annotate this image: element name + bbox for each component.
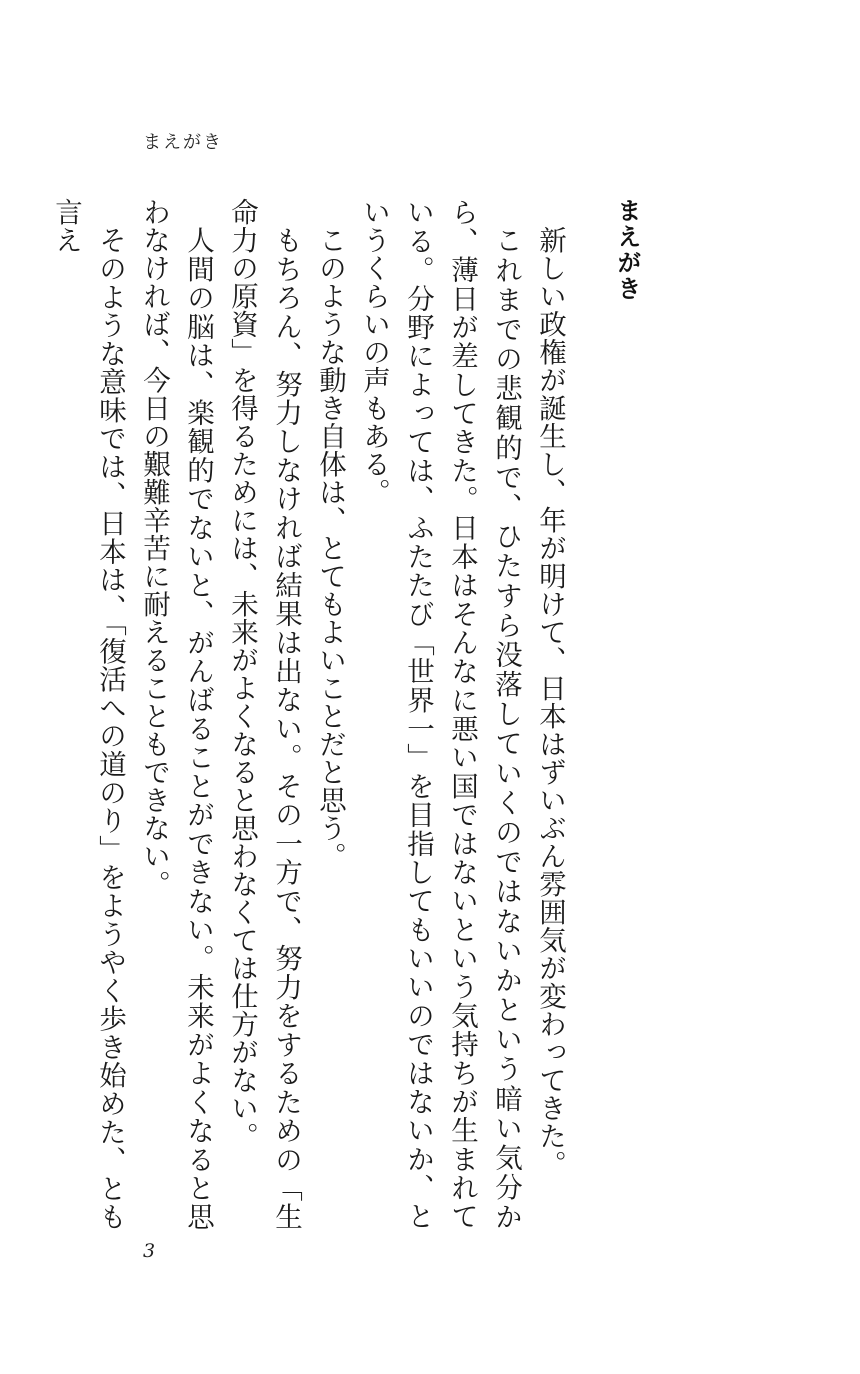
- chapter-title: まえがき: [613, 198, 641, 302]
- paragraph: これまでの悲観的で、ひたすら没落していくのではないかという暗い気分から、薄日が差してきた。日本はそんなに悪い国ではないという気持ちが生まれている。分野によっては、ふたたび「世界一」を目指してもいいのではないか、というくらいの声もある。: [358, 198, 522, 1230]
- body-text: [50, 198, 572, 1230]
- paragraph: 人間の脳は、楽観的でないと、がんばることができない。未来がよくなると思わなければ、今日の艱難辛苦に耐えることもできない。: [138, 198, 214, 1230]
- paragraph: 新しい政権が誕生し、年が明けて、日本はずいぶん雰囲気が変わってきた。: [534, 225, 566, 1178]
- running-head: まえがき: [143, 132, 223, 153]
- page-number: 3: [143, 1240, 156, 1262]
- paragraph: もちろん、努力しなければ結果は出ない。その一方で、努力をするための「生命力の原資」を得るためには、未来がよくなると思わなくては仕方がない。: [226, 198, 302, 1230]
- paragraph: このような動き自体は、とてもよいことだと思う。: [314, 225, 346, 870]
- paragraph: そのような意味では、日本は、「復活への道のり」をようやく歩き始めた、とも言え: [50, 198, 126, 1230]
